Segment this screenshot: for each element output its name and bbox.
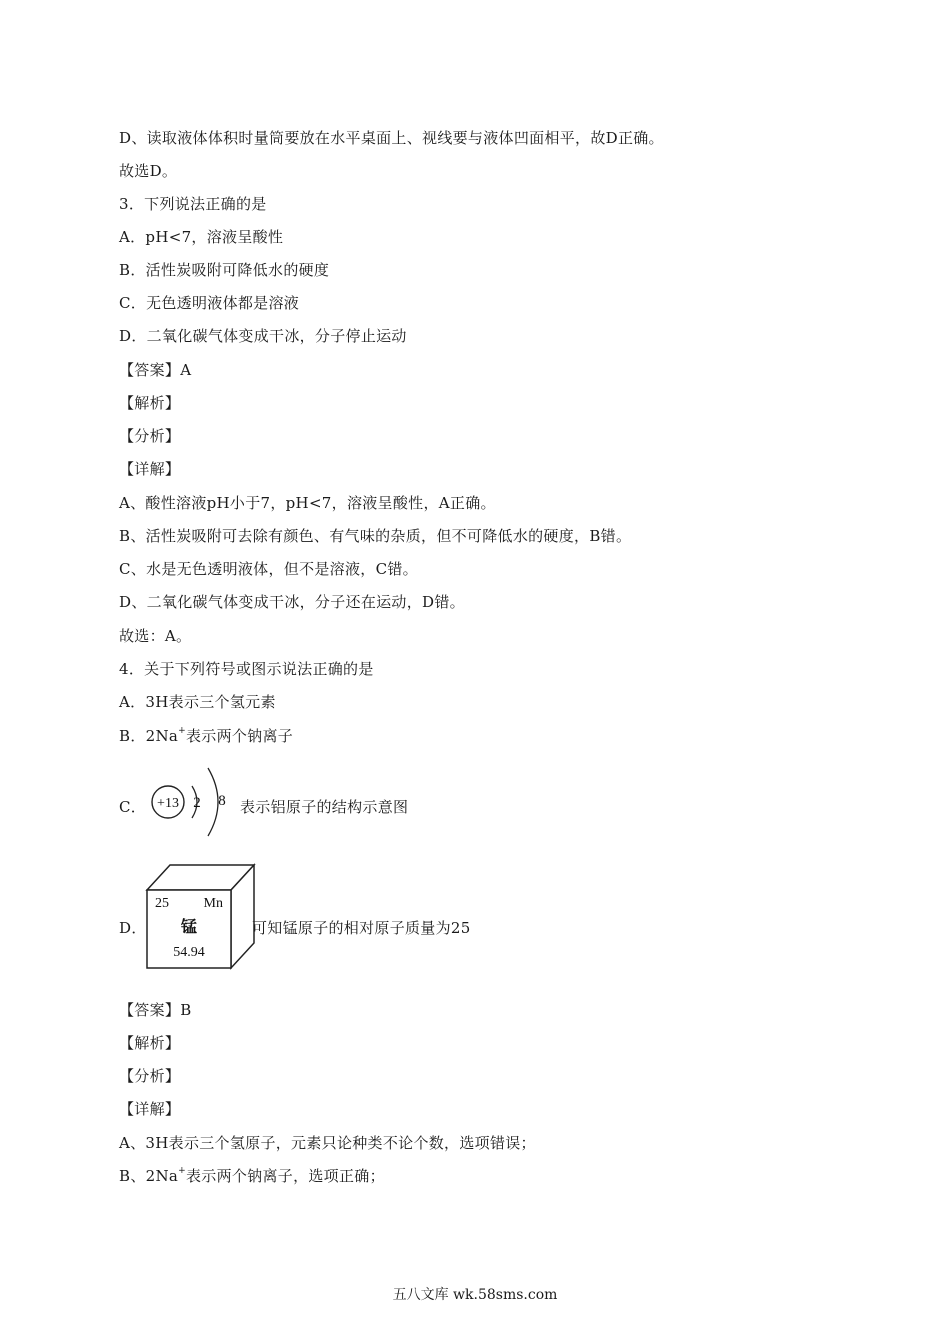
charge-superscript: + xyxy=(178,726,186,736)
shell-2-electrons: 8 xyxy=(218,793,226,809)
aluminum-atom-structure-diagram xyxy=(148,762,232,846)
text-line: B、活性炭吸附可去除有颜色、有气味的杂质，但不可降低水的硬度，B错。 xyxy=(119,527,632,545)
answer-heading: 【答案】A xyxy=(119,361,192,379)
text-line: D、二氧化碳气体变成干冰，分子还在运动，D错。 xyxy=(119,593,465,611)
question-4-option-c-label: C． xyxy=(119,798,147,816)
question-4-option-c-text: 表示铝原子的结构示意图 xyxy=(240,798,409,816)
element-symbol: Mn xyxy=(203,896,223,911)
atomic-number: 25 xyxy=(155,896,169,911)
question-3-option-c: C．无色透明液体都是溶液 xyxy=(119,294,300,312)
question-3-option-b: B．活性炭吸附可降低水的硬度 xyxy=(119,261,330,279)
question-4-option-b xyxy=(119,726,293,746)
question-3-option-d: D．二氧化碳气体变成干冰，分子停止运动 xyxy=(119,327,407,345)
question-3-option-a: A．pH<7，溶液呈酸性 xyxy=(119,228,284,246)
analysis-heading: 【解析】 xyxy=(119,1034,181,1052)
manganese-element-card xyxy=(144,862,256,972)
question-4-option-d-text: 可知锰原子的相对原子质量为25 xyxy=(252,919,471,937)
charge-superscript: + xyxy=(178,1166,186,1176)
nucleus-charge: +13 xyxy=(157,796,179,811)
analysis-heading: 【解析】 xyxy=(119,394,181,412)
question-4-stem: 4．关于下列符号或图示说法正确的是 xyxy=(119,660,374,678)
breakdown-heading: 【分析】 xyxy=(119,427,181,445)
option-b-formula: B．2Na xyxy=(119,727,179,745)
explanation-text: 表示两个钠离子，选项正确； xyxy=(185,1167,385,1185)
atomic-mass: 54.94 xyxy=(173,945,205,960)
option-b-text: 表示两个钠离子 xyxy=(185,727,294,745)
detail-heading: 【详解】 xyxy=(119,460,181,478)
question-4-option-a: A．3H表示三个氢元素 xyxy=(119,693,276,711)
page-footer-watermark: 五八文库 wk.58sms.com xyxy=(392,1287,558,1303)
question-3-stem: 3．下列说法正确的是 xyxy=(119,195,267,213)
question-4-option-d-label: D． xyxy=(119,919,147,937)
formula-text: B、2Na xyxy=(119,1167,179,1185)
shell-1-electrons: 2 xyxy=(193,795,201,811)
text-line: C、水是无色透明液体，但不是溶液，C错。 xyxy=(119,560,418,578)
text-line: 故选：A。 xyxy=(119,627,192,645)
text-line: D、读取液体体积时量筒要放在水平桌面上、视线要与液体凹面相平，故D正确。 xyxy=(119,129,664,147)
text-line: A、酸性溶液pH小于7，pH<7，溶液呈酸性，A正确。 xyxy=(119,494,496,512)
text-line: A、3H表示三个氢原子，元素只论种类不论个数，选项错误； xyxy=(119,1134,536,1152)
breakdown-heading: 【分析】 xyxy=(119,1067,181,1085)
element-name: 锰 xyxy=(180,917,198,936)
text-line: 故选D。 xyxy=(119,162,178,180)
answer-heading: 【答案】B xyxy=(119,1001,192,1019)
detail-heading: 【详解】 xyxy=(119,1100,181,1118)
text-line xyxy=(119,1166,385,1186)
